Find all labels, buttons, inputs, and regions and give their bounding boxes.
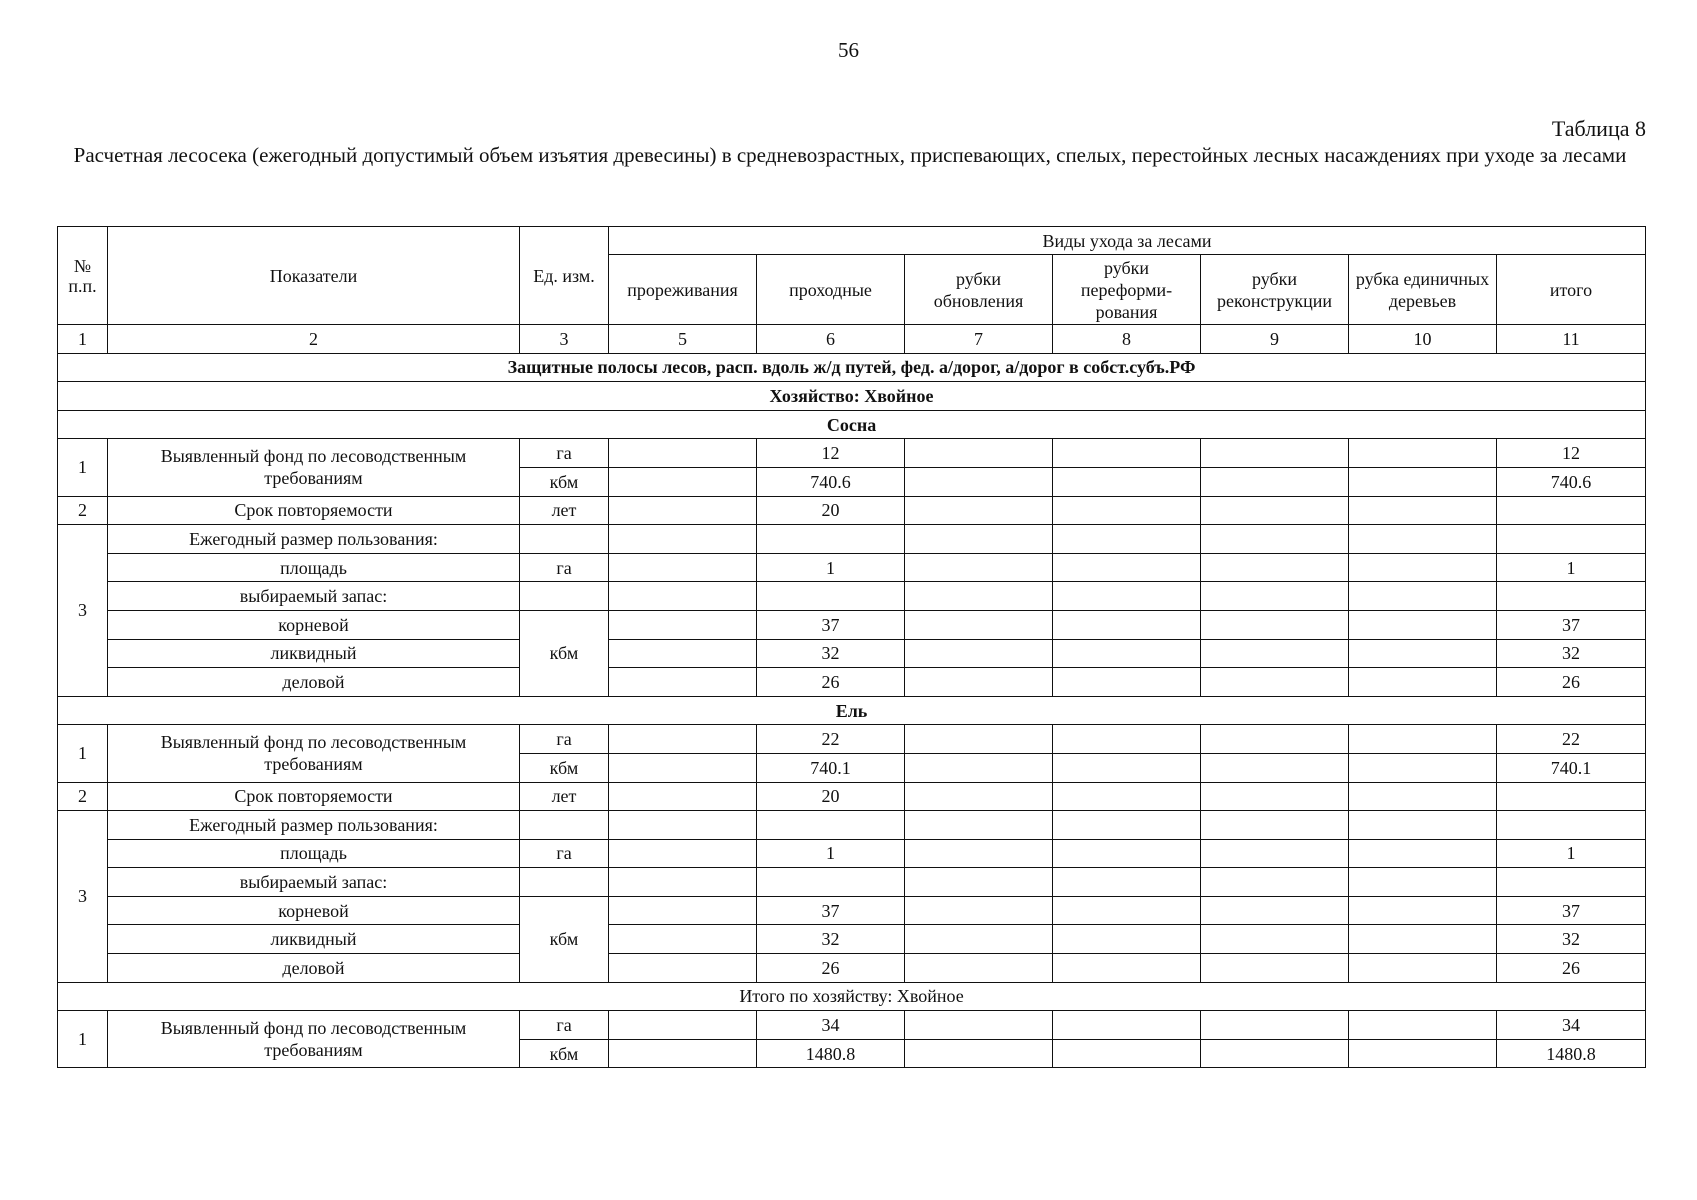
species-heading: Ель [58,696,1646,725]
total-value: 37 [1497,610,1646,639]
header-col-reform: рубки переформи-рования [1053,255,1201,325]
unit-cell: га [520,839,609,868]
total-value: 32 [1497,639,1646,668]
empty-cell [1497,582,1646,611]
row-num: 1 [58,725,108,782]
empty-cell [905,525,1053,554]
empty-cell [520,868,609,897]
empty-cell [1053,782,1201,811]
empty-cell [609,525,757,554]
empty-cell [1053,725,1201,754]
total-value: 740.1 [1497,753,1646,782]
passing-value: 37 [757,610,905,639]
empty-cell [1349,868,1497,897]
row-num: 2 [58,782,108,811]
empty-cell [609,753,757,782]
empty-cell [1053,525,1201,554]
total-value: 32 [1497,925,1646,954]
unit-cell: га [520,1011,609,1040]
empty-cell [1201,925,1349,954]
passing-value: 20 [757,782,905,811]
empty-cell [1201,868,1349,897]
col-number: 5 [609,325,757,354]
allowable-cut-table-wrap [57,226,1646,1068]
root-label: корневой [108,896,520,925]
table-row [58,782,1646,811]
empty-cell [1201,582,1349,611]
empty-cell [1201,610,1349,639]
table-row [58,896,1646,925]
unit-cell: лет [520,496,609,525]
header-unit: Ед. изм. [520,227,609,325]
empty-cell [609,639,757,668]
unit-cell: кбм [520,753,609,782]
empty-cell [1349,439,1497,468]
empty-cell [905,439,1053,468]
empty-cell [520,811,609,840]
empty-cell [609,668,757,697]
empty-cell [1053,1011,1201,1040]
empty-cell [905,839,1053,868]
annual-label: Ежегодный размер пользования: [108,525,520,554]
empty-cell [609,725,757,754]
unit-cell: кбм [520,896,609,982]
table-row [58,553,1646,582]
table-label: Таблица 8 [1551,116,1646,141]
fund-label: Выявленный фонд по лесоводственным требованиям [108,1011,520,1068]
empty-cell [905,954,1053,983]
table-row [58,839,1646,868]
empty-cell [1053,1039,1201,1068]
row-num: 3 [58,525,108,697]
empty-cell [905,467,1053,496]
empty-cell [1201,1039,1349,1068]
empty-cell [1497,811,1646,840]
passing-value: 32 [757,639,905,668]
empty-cell [1349,725,1497,754]
empty-cell [905,668,1053,697]
empty-cell [905,1039,1053,1068]
empty-cell [1349,610,1497,639]
empty-cell [609,553,757,582]
stock-label: выбираемый запас: [108,868,520,897]
empty-cell [609,839,757,868]
area-label: площадь [108,839,520,868]
total-heading-row [58,982,1646,1011]
empty-cell [1053,925,1201,954]
empty-cell [905,553,1053,582]
empty-cell [1053,439,1201,468]
header-numbers-row [58,325,1646,354]
total-value: 26 [1497,668,1646,697]
empty-cell [905,1011,1053,1040]
header-num: № п.п. [58,227,108,325]
empty-cell [1349,668,1497,697]
empty-cell [1053,868,1201,897]
liquid-label: ликвидный [108,639,520,668]
empty-cell [609,582,757,611]
empty-cell [1201,811,1349,840]
unit-cell: га [520,725,609,754]
empty-cell [757,525,905,554]
table-row [58,525,1646,554]
col-number: 10 [1349,325,1497,354]
empty-cell [1201,839,1349,868]
table-row [58,811,1646,840]
empty-cell [1201,725,1349,754]
header-col-thinning: прореживания [609,255,757,325]
passing-value: 740.6 [757,467,905,496]
empty-cell [1497,868,1646,897]
col-number: 3 [520,325,609,354]
row-num: 1 [58,439,108,496]
species-row [58,410,1646,439]
header-col-renewal: рубки обновления [905,255,1053,325]
empty-cell [905,811,1053,840]
empty-cell [1349,496,1497,525]
empty-cell [905,610,1053,639]
empty-cell [1349,811,1497,840]
empty-cell [905,753,1053,782]
empty-cell [1053,668,1201,697]
passing-value: 34 [757,1011,905,1040]
empty-cell [905,896,1053,925]
table-row [58,725,1646,754]
empty-cell [905,782,1053,811]
empty-cell [1201,439,1349,468]
passing-value: 12 [757,439,905,468]
fund-label: Выявленный фонд по лесоводственным требованиям [108,725,520,782]
row-num: 3 [58,811,108,983]
liquid-label: ликвидный [108,925,520,954]
empty-cell [905,925,1053,954]
passing-value: 37 [757,896,905,925]
unit-cell: лет [520,782,609,811]
empty-cell [1349,467,1497,496]
empty-cell [1201,782,1349,811]
annual-label: Ежегодный размер пользования: [108,811,520,840]
empty-cell [609,954,757,983]
zone-heading: Защитные полосы лесов, расп. вдоль ж/д путей, фед. а/дорог, а/дорог в собст.субъ.РФ [58,353,1646,382]
header-group: Виды ухода за лесами [609,227,1646,255]
empty-cell [1349,639,1497,668]
business-label: деловой [108,668,520,697]
total-value: 26 [1497,954,1646,983]
col-number: 8 [1053,325,1201,354]
empty-cell [1349,753,1497,782]
empty-cell [757,582,905,611]
stock-label: выбираемый запас: [108,582,520,611]
empty-cell [1349,839,1497,868]
empty-cell [1349,525,1497,554]
empty-cell [1053,954,1201,983]
empty-cell [609,896,757,925]
empty-cell [1053,553,1201,582]
empty-cell [609,1039,757,1068]
empty-cell [757,868,905,897]
table-row [58,668,1646,697]
empty-cell [1349,954,1497,983]
unit-cell: кбм [520,610,609,696]
empty-cell [1349,925,1497,954]
passing-value: 22 [757,725,905,754]
total-value: 1 [1497,839,1646,868]
empty-cell [1053,467,1201,496]
empty-cell [520,525,609,554]
economy-row [58,382,1646,411]
row-num: 2 [58,496,108,525]
empty-cell [1497,525,1646,554]
empty-cell [1201,753,1349,782]
empty-cell [1349,1011,1497,1040]
table-row [58,496,1646,525]
row-num: 1 [58,1011,108,1068]
passing-value: 1480.8 [757,1039,905,1068]
passing-value: 20 [757,496,905,525]
empty-cell [1349,1039,1497,1068]
unit-cell: кбм [520,1039,609,1068]
unit-cell: га [520,553,609,582]
empty-cell [757,811,905,840]
empty-cell [609,496,757,525]
root-label: корневой [108,610,520,639]
empty-cell [1497,782,1646,811]
col-number: 2 [108,325,520,354]
col-number: 1 [58,325,108,354]
col-number: 11 [1497,325,1646,354]
empty-cell [1053,582,1201,611]
empty-cell [1053,496,1201,525]
passing-value: 1 [757,553,905,582]
passing-value: 32 [757,925,905,954]
empty-cell [1053,811,1201,840]
empty-cell [1349,782,1497,811]
total-value: 740.6 [1497,467,1646,496]
empty-cell [609,925,757,954]
area-label: площадь [108,553,520,582]
empty-cell [905,582,1053,611]
empty-cell [1053,639,1201,668]
header-col-single-trees: рубка единичных деревьев [1349,255,1497,325]
empty-cell [1201,525,1349,554]
total-value: 12 [1497,439,1646,468]
table-row [58,925,1646,954]
empty-cell [609,868,757,897]
empty-cell [905,725,1053,754]
passing-value: 26 [757,954,905,983]
empty-cell [1497,496,1646,525]
col-number: 7 [905,325,1053,354]
empty-cell [1053,753,1201,782]
header-col-reconstruction: рубки реконструкции [1201,255,1349,325]
business-label: деловой [108,954,520,983]
passing-value: 26 [757,668,905,697]
empty-cell [1349,896,1497,925]
empty-cell [905,496,1053,525]
empty-cell [1201,639,1349,668]
empty-cell [609,782,757,811]
empty-cell [1053,610,1201,639]
header-row-1 [58,227,1646,255]
species-row [58,696,1646,725]
empty-cell [1201,467,1349,496]
period-label: Срок повторяемости [108,496,520,525]
empty-cell [1201,553,1349,582]
table-row [58,868,1646,897]
empty-cell [905,868,1053,897]
total-value: 34 [1497,1011,1646,1040]
empty-cell [1053,896,1201,925]
header-col-passing: проходные [757,255,905,325]
total-value: 37 [1497,896,1646,925]
table-title: Расчетная лесосека (ежегодный допустимый объем изъятия древесины) в средневозрастных, приспевающих, спелых, перестойных лесных насаждениях при уходе за лесами [73,143,1627,167]
table-row [58,954,1646,983]
empty-cell [1201,896,1349,925]
empty-cell [609,467,757,496]
header-col-total: итого [1497,255,1646,325]
total-heading: Итого по хозяйству: Хвойное [58,982,1646,1011]
total-value: 22 [1497,725,1646,754]
empty-cell [1053,839,1201,868]
col-number: 9 [1201,325,1349,354]
empty-cell [1201,496,1349,525]
empty-cell [520,582,609,611]
passing-value: 1 [757,839,905,868]
empty-cell [609,610,757,639]
empty-cell [609,1011,757,1040]
species-heading: Сосна [58,410,1646,439]
allowable-cut-table [57,226,1646,1068]
page-number: 56 [838,38,859,62]
empty-cell [609,439,757,468]
empty-cell [609,811,757,840]
total-value: 1480.8 [1497,1039,1646,1068]
table-row [58,439,1646,468]
table-row [58,1011,1646,1040]
empty-cell [1349,582,1497,611]
empty-cell [1349,553,1497,582]
header-indicators: Показатели [108,227,520,325]
table-row [58,610,1646,639]
fund-label: Выявленный фонд по лесоводственным требованиям [108,439,520,496]
passing-value: 740.1 [757,753,905,782]
empty-cell [1201,668,1349,697]
total-value: 1 [1497,553,1646,582]
unit-cell: га [520,439,609,468]
economy-heading: Хозяйство: Хвойное [58,382,1646,411]
table-row [58,639,1646,668]
col-number: 6 [757,325,905,354]
period-label: Срок повторяемости [108,782,520,811]
unit-cell: кбм [520,467,609,496]
table-row [58,582,1646,611]
zone-row [58,353,1646,382]
empty-cell [1201,1011,1349,1040]
empty-cell [1201,954,1349,983]
empty-cell [905,639,1053,668]
